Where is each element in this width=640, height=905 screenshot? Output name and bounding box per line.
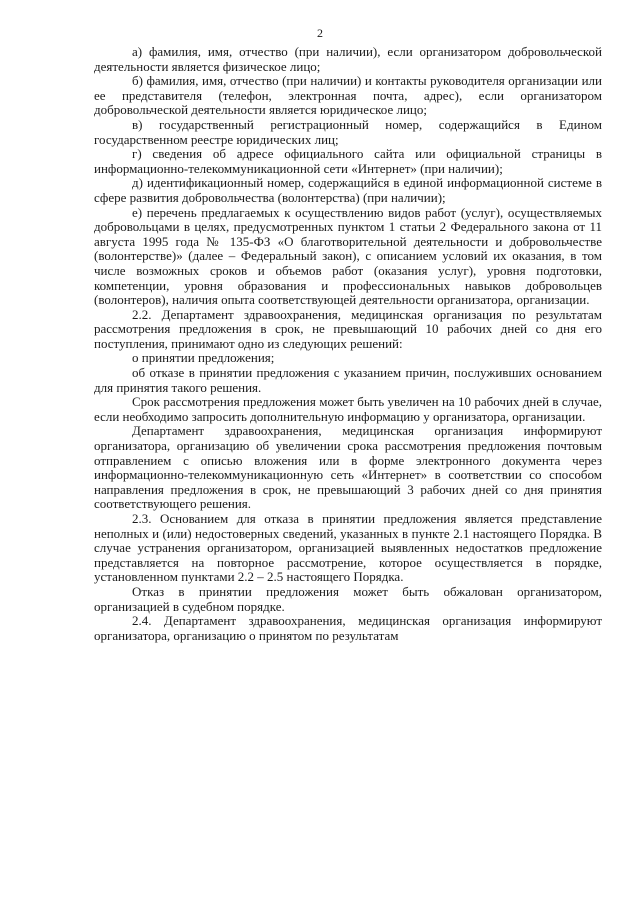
paragraph-notification: Департамент здравоохранения, медицинская организация информируют организатора, организацию об увеличении срока рассмотрения предложения почтовым отправлением с описью вложения или в форме электронного документа через информационно-телекоммуникационную сеть «Интернет» в соответствии со способом направления предложения в срок, не превышающий 3 рабочих дней со дня принятия соответствующего решения. — [94, 423, 602, 512]
paragraph-item-b: б) фамилия, имя, отчество (при наличии) и контакты руководителя организации или ее представителя (телефон, электронная почта, адрес), если организатором добровольческой деятельности является юридическое лицо; — [94, 73, 602, 118]
paragraph-2-2: 2.2. Департамент здравоохранения, медицинская организация по результатам рассмотрения предложения в срок, не превышающий 10 рабочих дней со дня его поступления, принимают одно из следующих решений: — [94, 306, 602, 351]
paragraph-decision-accept: о принятии предложения; — [132, 350, 275, 366]
paragraph-item-g: г) сведения об адресе официального сайта или официальной страницы в информационно-телекоммуникационной сети «Интернет» (при наличии); — [94, 146, 602, 176]
paragraph-term-extension: Срок рассмотрения предложения может быть увеличен на 10 рабочих дней в случае, если необходимо запросить дополнительную информацию у организатора, организации. — [94, 394, 602, 424]
paragraph-item-v: в) государственный регистрационный номер, содержащийся в Едином государственном реестре юридических лиц; — [94, 116, 602, 147]
paragraph-appeal: Отказ в принятии предложения может быть обжалован организатором, организацией в судебном порядке. — [94, 583, 602, 614]
page-number: 2 — [317, 26, 323, 40]
paragraph-2-3: 2.3. Основанием для отказа в принятии предложения является представление неполных и (или) недостоверных сведений, указанных в пункте 2.1 настоящего Порядка. В случае устранения организатором, организацией выявленных недостатков предложение представляется на повторное рассмотрение, которое осуществляется в порядке, установленном пунктами 2.2 – 2.5 настоящего Порядка. — [94, 511, 602, 585]
paragraph-item-e: е) перечень предлагаемых к осуществлению видов работ (услуг), осуществляемых добровольцами в целях, предусмотренных пунктом 1 статьи 2 Федерального закона от 11 августа 1995 года № 135-ФЗ «О благотворительной деятельности и добровольчестве (волонтерстве)» (далее – Федеральный закон), с описанием условий их оказания, в том числе возможных сроков и объемов работ (оказания услуг), уровня подготовки, компетенции, уровня образования и профессиональных навыков добровольцев (волонтеров), наличия опыта соответствующей деятельности организатора, организации. — [94, 204, 602, 308]
paragraph-2-4: 2.4. Департамент здравоохранения, медицинская организация информируют организатора, организацию о принятом по результатам — [94, 613, 602, 643]
paragraph-item-a: а) фамилия, имя, отчество (при наличии), если организатором добровольческой деятельности является физическое лицо; — [94, 44, 602, 74]
paragraph-item-d: д) идентификационный номер, содержащийся в единой информационной системе в сфере развития добровольчества (волонтерства) (при наличии); — [94, 175, 602, 205]
document-body — [94, 45, 602, 643]
paragraph-decision-reject: об отказе в принятии предложения с указанием причин, послуживших основанием для принятия такого решения. — [94, 365, 602, 395]
